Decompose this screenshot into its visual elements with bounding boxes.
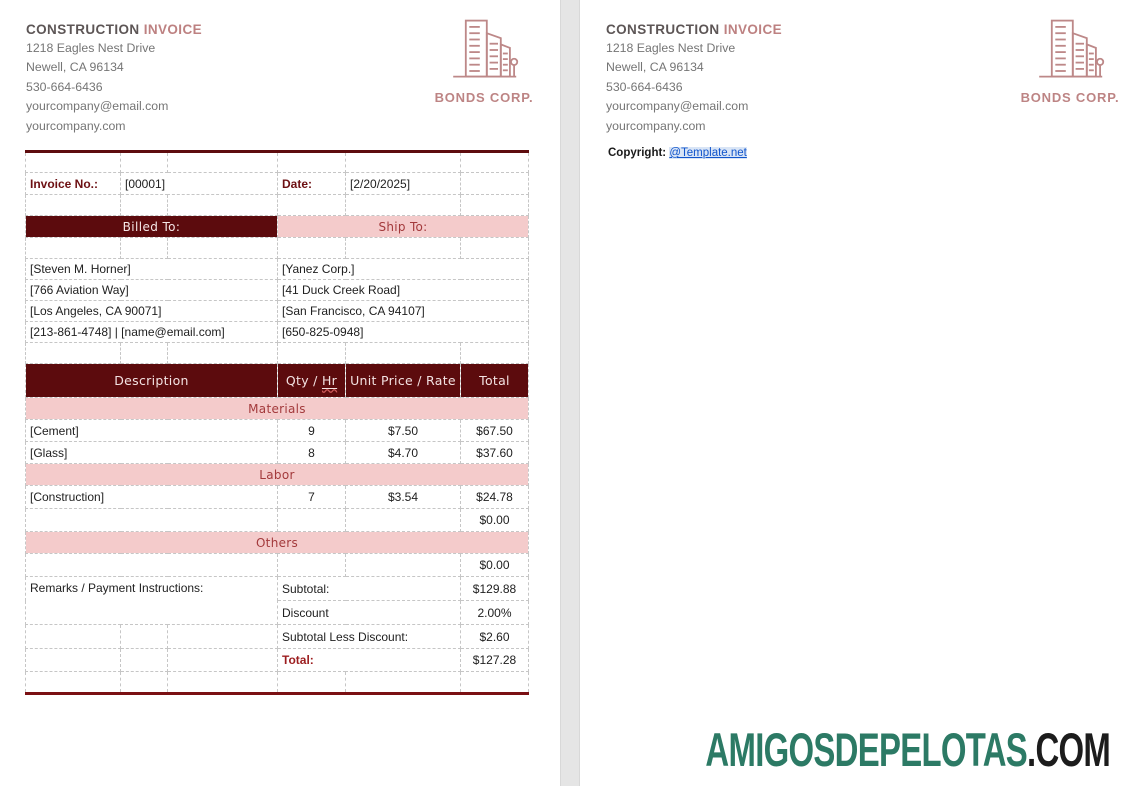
copyright-label: Copyright: <box>608 147 667 159</box>
col-header-description: Description <box>26 364 278 398</box>
page-right <box>580 0 1132 786</box>
discount-label: Discount <box>278 601 461 625</box>
item-unit-price: $7.50 <box>346 420 461 442</box>
company-logo <box>434 14 534 105</box>
item-description: [Construction] <box>26 486 278 509</box>
grid-empty-row <box>26 672 529 694</box>
section-band-labor: Labor <box>26 464 529 486</box>
title-primary: CONSTRUCTION <box>26 22 140 37</box>
company-email: yourcompany@email.com <box>606 99 749 114</box>
item-qty: 9 <box>278 420 346 442</box>
company-website: yourcompany.com <box>26 118 126 133</box>
items-header-row <box>26 364 529 398</box>
grid-empty-row <box>26 152 529 173</box>
subtotal-less-discount-value: $2.60 <box>461 625 529 649</box>
ship-to-street: [41 Duck Creek Road] <box>278 280 529 301</box>
party-row <box>26 301 529 322</box>
company-address-line: 1218 Eagles Nest Drive <box>26 41 156 55</box>
item-total: $0.00 <box>461 509 529 532</box>
total-label: Total: <box>278 649 461 672</box>
ship-to-city: [San Francisco, CA 94107] <box>278 301 529 322</box>
watermark-suffix: .COM <box>1026 723 1110 776</box>
company-phone: 530-664-6436 <box>26 79 103 94</box>
item-unit-price <box>346 509 461 532</box>
company-address-line: Newell, CA 96134 <box>26 60 124 75</box>
item-row <box>26 442 529 464</box>
item-total: $24.78 <box>461 486 529 509</box>
totals-row-subtotal-less-discount <box>26 625 529 649</box>
company-address-line: 1218 Eagles Nest Drive <box>606 41 736 55</box>
section-band-materials: Materials <box>26 398 529 420</box>
totals-row-total <box>26 649 529 672</box>
logo-wordmark: BONDS CORP. <box>434 90 534 105</box>
ship-to-name: [Yanez Corp.] <box>278 259 529 280</box>
page-gutter <box>560 0 580 786</box>
parties-band-row <box>26 216 529 238</box>
copyright-line <box>608 147 747 159</box>
title-accent: INVOICE <box>143 22 203 37</box>
buildings-icon <box>449 14 519 86</box>
title-accent: INVOICE <box>723 22 783 37</box>
invoice-no-value: [00001] <box>121 173 278 195</box>
watermark-main: AMIGOSDEPELOTAS <box>705 723 1027 776</box>
item-total: $67.50 <box>461 420 529 442</box>
col-header-unit-price: Unit Price / Rate <box>346 364 461 398</box>
item-total: $37.60 <box>461 442 529 464</box>
billed-to-contact: [213-861-4748] | [name@email.com] <box>26 322 278 343</box>
invoice-meta-row <box>26 173 529 195</box>
item-description: [Glass] <box>26 442 278 464</box>
item-unit-price <box>346 554 461 577</box>
totals-row-subtotal <box>26 577 529 601</box>
date-label: Date: <box>278 173 346 195</box>
grid-empty-row <box>26 343 529 364</box>
ship-to-header: Ship To: <box>278 216 529 238</box>
billed-to-header: Billed To: <box>26 216 278 238</box>
item-row <box>26 486 529 509</box>
company-email: yourcompany@email.com <box>26 99 169 114</box>
subtotal-less-discount-label: Subtotal Less Discount: <box>278 625 461 649</box>
item-row <box>26 509 529 532</box>
billed-to-street: [766 Aviation Way] <box>26 280 278 301</box>
item-description <box>26 509 278 532</box>
watermark <box>705 722 1110 777</box>
col-header-total: Total <box>461 364 529 398</box>
company-logo <box>1020 14 1120 105</box>
item-qty <box>278 509 346 532</box>
item-total: $0.00 <box>461 554 529 577</box>
item-unit-price: $4.70 <box>346 442 461 464</box>
billed-to-name: [Steven M. Horner] <box>26 259 278 280</box>
invoice-no-label: Invoice No.: <box>26 173 121 195</box>
title-primary: CONSTRUCTION <box>606 22 720 37</box>
company-address-line: Newell, CA 96134 <box>606 60 704 75</box>
item-qty: 7 <box>278 486 346 509</box>
party-row <box>26 280 529 301</box>
subtotal-label: Subtotal: <box>278 577 461 601</box>
col-header-qty: Qty / Hr <box>278 364 346 398</box>
company-website: yourcompany.com <box>606 118 706 133</box>
invoice-grid <box>25 150 529 695</box>
grid-empty-row <box>26 238 529 259</box>
party-row <box>26 322 529 343</box>
item-description <box>26 554 278 577</box>
total-value: $127.28 <box>461 649 529 672</box>
item-row <box>26 420 529 442</box>
date-value: [2/20/2025] <box>346 173 461 195</box>
remarks-label: Remarks / Payment Instructions: <box>26 577 278 625</box>
item-qty <box>278 554 346 577</box>
template-net-link[interactable]: @Template.net <box>669 147 747 159</box>
grid-empty-row <box>26 195 529 216</box>
buildings-icon <box>1035 14 1105 86</box>
logo-wordmark: BONDS CORP. <box>1020 90 1120 105</box>
ship-to-contact: [650-825-0948] <box>278 322 529 343</box>
item-unit-price: $3.54 <box>346 486 461 509</box>
item-description: [Cement] <box>26 420 278 442</box>
party-row <box>26 259 529 280</box>
company-phone: 530-664-6436 <box>606 79 683 94</box>
item-qty: 8 <box>278 442 346 464</box>
discount-value: 2.00% <box>461 601 529 625</box>
billed-to-city: [Los Angeles, CA 90071] <box>26 301 278 322</box>
page-left <box>0 0 560 786</box>
section-band-others: Others <box>26 532 529 554</box>
subtotal-value: $129.88 <box>461 577 529 601</box>
item-row <box>26 554 529 577</box>
